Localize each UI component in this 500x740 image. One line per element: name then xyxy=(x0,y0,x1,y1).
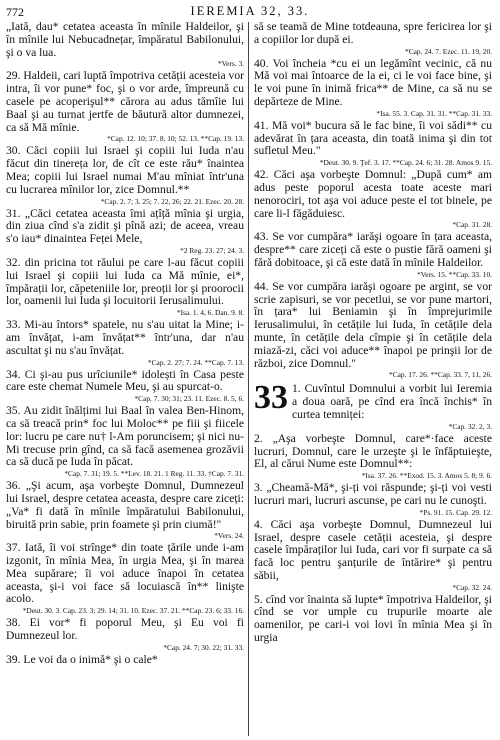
verse: 29. Haldeii, cari luptă împotriva cetății acesteia vor intra, îi vor pune* foc, şi o vor arde, împreună cu casele pe acoperişul** cărora au adus tămîie lui Baal şi au turnat jertfe de băutură altor dumnezei, ca să Mă mînie. xyxy=(6,69,244,134)
cross-reference: *Cap. 32. 2, 3. xyxy=(448,421,492,431)
chapter-32-continuation xyxy=(254,21,492,380)
cross-reference: *2 Reg. 23. 27; 24. 3. xyxy=(180,245,244,255)
cross-reference: *Ps. 91. 15. Cap. 29. 12. xyxy=(419,507,492,517)
cross-reference: *Cap. 17. 26. **Cap. 33. 7, 11, 26. xyxy=(389,370,492,380)
verse: 38. Ei vor* fi poporul Meu, şi Eu voi fi Dumnezeul lor. xyxy=(6,616,244,643)
chapter-number: 33 xyxy=(254,379,288,417)
verse: 36. „Şi acum, aşa vorbeşte Domnul, Dumnezeul lui Israel, despre cetatea aceasta, despre care ziceți: „Va* fi dată în mînile împăratului Babilonului, biruită prin sabie, prin foamete şi prin ciumă!" xyxy=(6,479,244,531)
cross-reference: *Cap. 2. 7; 3. 25; 7. 22, 26; 22. 21. Ezec. 20. 28. xyxy=(100,196,244,206)
verse: 35. Au zidit înălțimi lui Baal în valea Ben-Hinom, ca să treacă prin* foc lui Moloc** pe fiii şi fiicele lor: lucru pe care nu† l-Am poruncisem; şi nici nu-Mi trecuse prin gînd, ca să facă asemenea grozăvii ca să ducă pe Iuda în păcat. xyxy=(6,404,244,469)
verse: 5. cînd vor înainta să lupte* împotriva Haldeilor, şi cînd se vor umple cu trupurile moarte ale oamenilor, pe cari-i voi lovi în mînia Mea şi în urgia xyxy=(254,592,492,645)
verse: 1. Cuvîntul Domnului a vorbit lui Ieremia a doua oară, pe cînd era încă închis* în curtea temniței: xyxy=(292,382,492,421)
verse: 32. din pricina tot răului pe care l-au făcut copiii lui Israel şi copiii lui Iuda ca Mă mînie, ei*, împărații lor, căpeteniile lor, preoții lor şi proorocii lor, oamenii lui Iuda şi locuitorii Ierusalimului. xyxy=(6,255,244,308)
verse: 40. Voi încheia *cu ei un legămînt vecinic, că nu Mă voi mai întoarce de la ei, ci le voi face bine, şi le voi pune în inimă frica** de Mine, ca să nu se depărteze de Mine. xyxy=(254,56,492,108)
running-head: IEREMIA 32, 33. xyxy=(190,4,310,18)
column-divider xyxy=(248,22,249,736)
left-column xyxy=(6,21,244,667)
cross-reference: *Cap. 2. 27; 7. 24. **Cap. 7. 13. xyxy=(147,357,244,367)
verse: 33. Mi-au întors* spatele, nu s'au uitat la Mine; i-am învățat, i-am învățat** într'una, dar n'au ascultat şi nu s'au învățat. xyxy=(6,318,244,357)
page-header xyxy=(0,0,500,22)
cross-reference: *Cap. 7. 31; 19. 5. **Lev. 18. 21. 1 Reg. 11. 33. †Cap. 7. 31. xyxy=(64,469,244,479)
verse: 4. Căci aşa vorbeşte Domnul, Dumnezeul lui Israel, despre casele cetății acesteia, şi despre casele împăraților lui Iuda, cari vor fi surpate ca să facă loc pentru şanțurile de întărire* şi pentru săbii, xyxy=(254,517,492,582)
verse: să se teamă de Mine totdeauna, spre fericirea lor şi a copiilor lor după ei. xyxy=(254,20,492,46)
verse: 37. Iată, îi voi strînge* din toate țările unde i-am izgonit, în mînia Mea, în urgia Mea, şi în marea Mea supărare; îi voi aduce înapoi în cetatea aceasta, şi-i voi face să locuiască în** linişte acolo. xyxy=(6,541,244,606)
cross-reference: *Cap. 24. 7; 30. 22; 31. 33. xyxy=(163,642,244,652)
cross-reference: *Deut. 30. 9. Ţef. 3. 17. **Cap. 24. 6; 31. 28. Amos 9. 15. xyxy=(319,158,492,168)
verse: 30. Căci copiii lui Israel şi copiii lui Iuda n'au făcut din tinereța lor, de cît ce este rău* înaintea Mea; copiii lui Israel numai M'au mîniat într'una cu lucrarea mînilor lor, zice Domnul.** xyxy=(6,144,244,196)
verse: 31. „Căci cetatea aceasta îmi ațîță mînia şi urgia, din ziua cînd s'a zidit şi pînă azi; de aceea, vreau s'o iau* dinaintea Feței Mele, xyxy=(6,206,244,246)
cross-reference: *Vers. 24. xyxy=(214,531,244,541)
verse: 3. „Cheamă-Mă*, şi-ți voi răspunde; şi-ți voi vesti lucruri mari, lucruri ascunse, pe cari nu le cunoşti. xyxy=(254,481,492,507)
cross-reference: *Cap. 31. 28. xyxy=(452,220,492,230)
verse: 34. Ci şi-au pus urîciunile* idolești în Casa peste care este chemat Numele Meu, şi au spurcat-o. xyxy=(6,367,244,394)
cross-reference: *Isa. 1. 4, 6. Dan. 9. 8. xyxy=(176,308,244,318)
verse: 39. Le voi da o inimă* şi o cale* xyxy=(6,652,158,666)
cross-reference: *Cap. 7. 30; 31; 23. 11. Ezec. 8. 5, 6. xyxy=(134,394,244,404)
verse: 44. Se vor cumpăra iarăşi ogoare pe argint, se vor scrie zapisuri, se vor pecetlui, se vor pune martori, în țara* lui Beniamin şi în împrejurimile Ierusalimului, în cetățile lui Iuda, în cetățile dela munte, în cetățile dela cîmpie şi în cetățile dela miază-zi, căci voi aduce** înapoi pe prinşii lor de război, zice Domnul." xyxy=(254,279,492,370)
cross-reference: *Isa. 37. 26. **Exod. 15. 3. Amos 5. 8; 9. 6. xyxy=(361,471,492,481)
chapter-33-verses xyxy=(254,433,492,645)
page-number: 772 xyxy=(6,5,24,19)
verse: 43. Se vor cumpăra* iarăşi ogoare în țara aceasta, despre** care ziceți că este o pustie fără oameni şi fără dobitoace, şi că este dată în mînile Haldeilor. xyxy=(254,230,492,269)
cross-reference: *Deut. 30. 3. Cap. 23. 3; 29. 14; 31. 10. Ezec. 37. 21. **Cap. 23. 6; 33. 16. xyxy=(22,606,244,616)
verse: 2. „Aşa vorbeşte Domnul, care*·face aceste lucruri, Domnul, care le urzeşte şi le înfăptuieşte, El, al cărui Nume este Domnul**: xyxy=(254,431,492,471)
cross-reference: *Cap. 12. 10; 37. 8, 10; 52. 13. **Cap. 19. 13. xyxy=(107,134,244,144)
cross-reference: *Cap. 32. 24. xyxy=(452,582,492,592)
cross-reference: *Isa. 55. 3. Cap. 31. 31. **Cap. 31. 33. xyxy=(376,108,492,118)
cross-reference: *Vers. 3. xyxy=(217,59,244,69)
cross-reference: *Vers. 15. **Cap. 33. 10. xyxy=(417,269,492,279)
right-column xyxy=(254,21,492,645)
chapter-33-block xyxy=(254,379,492,645)
cross-reference: *Cap. 24. 7. Ezec. 11. 19, 20. xyxy=(405,46,492,56)
verse: „Iată, dau* cetatea aceasta în mînile Haldeilor, şi în mînile lui Nebucadnețar, împăratul Babilonului, şi o va lua. xyxy=(6,20,244,59)
verse: 42. Căci aşa vorbeşte Domnul: „După cum* am adus peste poporul acesta toate aceste mari nenorociri, tot aşa voi aduce peste el tot binele, pe care li-l făgăduiesc. xyxy=(254,168,492,220)
verse: 41. Mă voi* bucura să le fac bine, îi voi sădi** cu adevărat în țara aceasta, din toată inima şi din tot sufletul Meu." xyxy=(254,118,492,158)
